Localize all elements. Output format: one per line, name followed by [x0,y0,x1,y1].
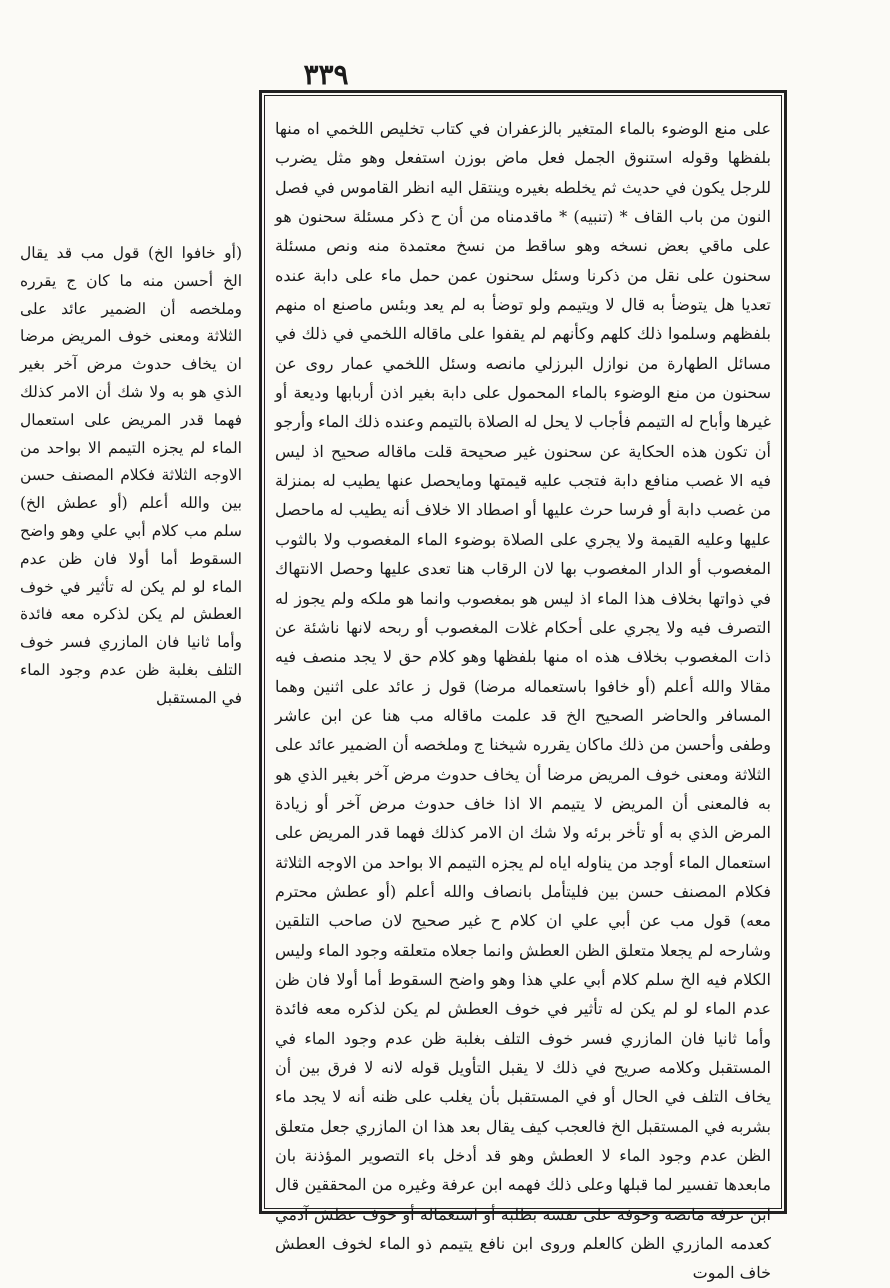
margin-commentary: (أو خافوا الخ) قول مب قد يقال الخ أحسن منه ما كان ج يقرره وملخصه أن الضمير عائد على الثلاثة ومعنى خوف المريض مرضا ان يخاف حدوث مرض آخر بغير الذي هو به ولا شك أن الامر كذلك فهما قدر المريض على استعمال الماء لم يجزه التيمم الا بواحد من الاوجه الثلاثة فكلام المصنف حسن بين والله أعلم (أو عطش الخ) سلم مب كلام أبي علي وهو واضح السقوط أما أولا فان ظن عدم الماء لو لم يكن له تأثير في خوف العطش لم يكن لذكره معه فائدة وأما ثانيا فان المازري فسر خوف التلف بغلبة ظن عدم وجود الماء في المستقبل [20,244,242,707]
main-frame-inner [264,95,782,1283]
page-number: ٣٣٩ [303,58,349,91]
main-text: على منع الوضوء بالماء المتغير بالزعفران في كتاب تخليص اللخمي اه منها بلفظها وقوله استنوق الجمل فعل ماض بوزن استفعل وهو مثل يضرب للرجل يكون في حديث ثم يخلطه بغيره وينتقل اليه انظر القاموس في فصل النون من باب القاف * (تنبيه) * ماقدمناه من أن ح ذكر مسئلة سحنون هو على ماقي بعض نسخه وهو ساقط من نسخ معتمدة منه ونص مسئلة سحنون على نقل من ذكرنا وسئل سحنون عمن حمل ماء على دابة عنده تعديا هل يتوضأ به قال لا ويتيمم ولو توضأ به لم يعد وبئس ماصنع اه منهم بلفظهم وسلموا ذلك كلهم وكأنهم لم يقفوا على ماقاله اللخمي في ذلك في مسائل الطهارة من نوازل البرزلي مانصه وسئل اللخمي عمار روى عن سحنون من منع الوضوء بالماء المحمول على دابة بغير اذن أربابها وديعة أو غيرها وأباح له التيمم فأجاب لا يحل له الصلاة بالتيمم وعنده ذلك الماء وأرجو أن تكون هذه الحكاية عن سحنون غير صحيحة قلت ماقاله صحيح اذ ليس فيه الا غصب منافع دابة فتجب عليه قيمتها ومايحصل عنها يطيب له بمنزلة من غصب دابة أو فرسا حرث عليها أو اصطاد الا خلاف أنه يطيب له ماحصل عليها وعليه القيمة ولا يجري على الصلاة بوضوء الماء المغصوب ولا بالثوب المغصوب أو الدار المغصوب بها لان الرقاب هنا تعدى عليها وحصل الانتهاك في ذواتها بخلاف هذا الماء اذ ليس هو بمغصوب وانما هو ملكه ولم يجوز له التصرف فيه ولا يجري على أحكام غلات المغصوب أو ربحه لانها ناشئة عن ذات المغصوب بخلاف هذه اه منها بلفظها وهو كلام حق لا يجد منصف فيه مقالا والله أعلم (أو خافوا باستعماله مرضا) قول ز عائد على اثنين وهما المسافر والحاضر الصحيح الخ قد علمت ماقاله مب هنا عن ابن عاشر وطفى وأحسن من ذلك ماكان يقرره شيخنا ج وملخصه أن الضمير عائد على الثلاثة ومعنى خوف المريض مرضا أن يخاف حدوث مرض آخر بغير الذي هو به فالمعنى أن المريض لا يتيمم الا اذا خاف حدوث مرض آخر أو زيادة المرض الذي به أو تأخر برئه ولا شك ان الامر كذلك فهما قدر المريض على استعمال الماء أوجد من يناوله اياه لم يجزه التيمم الا بواحد من الاوجه الثلاثة فكلام المصنف حسن بين فليتأمل بانصاف والله أعلم (أو عطش محترم معه) قول مب عن أبي علي ان كلام ح غير صحيح لان صاحب التلقين وشارحه لم يجعلا متعلق الظن العطش وانما جعلاه متعلقه وجود الماء وليس الكلام فيه الخ سلم كلام أبي علي هذا وهو واضح السقوط أما أولا فان ظن عدم الماء لو لم يكن له تأثير في خوف العطش لم يكن لذكره معه فائدة وأما ثانيا فان المازري فسر خوف التلف بغلبة ظن عدم وجود الماء في المستقبل وكلامه صريح في ذلك لا يقبل التأويل قوله لانه لا فرق بين أن يخاف التلف في الحال أو في المستقبل بأن يغلب على ظنه أنه لا يجد ماء بشربه في المستقبل الخ فالعجب كيف يقال بعد هذا ان المازري جعل متعلق الظن عدم وجود الماء لا العطش وهو قد أدخل باء التصوير المؤذنة بان مابعدها تفسير لما قبلها وعلى ذلك فهمه ابن عرفة وغيره من المحققين قال ابن عرفة مانصه وخوفه على نفسه بطلبه أو استعماله أو خوف عطش آدمي كعدمه المازري الظن كالعلم وروى ابن نافع يتيمم ذو الماء لخوف العطش خاف الموت [275,119,772,1283]
